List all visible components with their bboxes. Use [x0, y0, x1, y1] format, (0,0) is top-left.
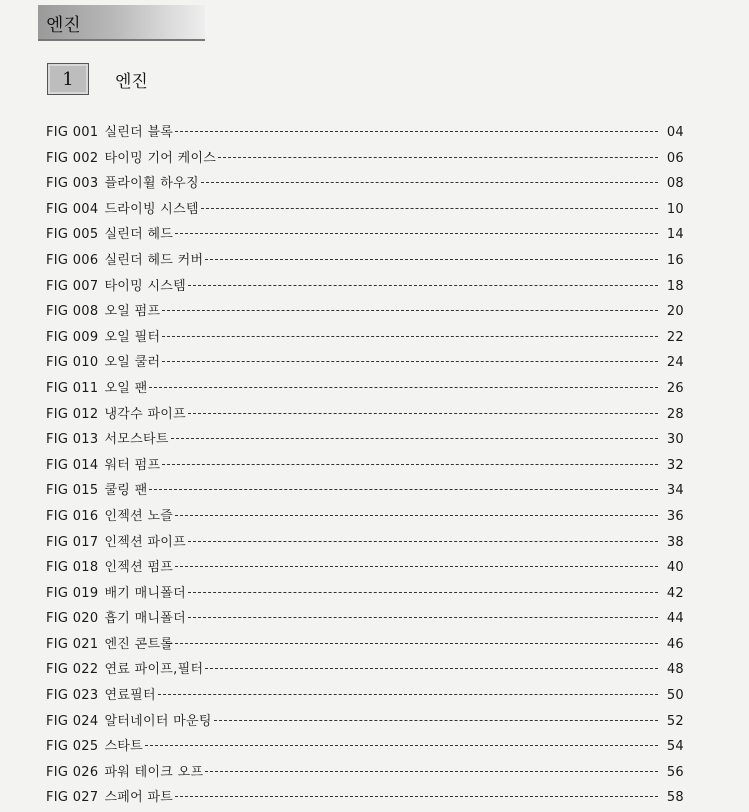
- page-number: 40: [666, 560, 684, 576]
- fig-code: FIG 007: [46, 278, 99, 294]
- dot-leader: [175, 796, 658, 797]
- page-number: 34: [666, 483, 684, 499]
- fig-code: FIG 024: [46, 713, 99, 729]
- fig-code: FIG 001: [46, 125, 99, 140]
- dot-leader: [205, 668, 658, 669]
- toc-entry[interactable]: [46, 684, 684, 710]
- fig-title: 오일 필터: [104, 329, 161, 345]
- page-number: 36: [666, 508, 684, 524]
- fig-code: FIG 012: [46, 406, 99, 422]
- fig-code: FIG 023: [46, 688, 99, 704]
- fig-code: FIG 019: [46, 585, 99, 601]
- toc-entry[interactable]: [46, 300, 684, 326]
- fig-title: 워터 펌프: [104, 457, 161, 473]
- fig-code: FIG 025: [46, 739, 99, 755]
- table-of-contents: [46, 121, 684, 812]
- dot-leader: [188, 285, 658, 286]
- fig-title: 엔진 콘트롤: [104, 636, 174, 652]
- toc-entry[interactable]: [46, 710, 684, 736]
- dot-leader: [171, 438, 658, 439]
- dot-leader: [162, 464, 658, 465]
- fig-code: FIG 017: [46, 534, 99, 550]
- fig-code: FIG 021: [46, 636, 99, 652]
- dot-leader: [149, 387, 658, 388]
- toc-entry[interactable]: [46, 633, 684, 659]
- dot-leader: [162, 361, 658, 362]
- fig-title: 스페어 파트: [104, 790, 174, 806]
- page-number: 32: [666, 457, 684, 473]
- page-number: 10: [666, 201, 684, 217]
- fig-title: 인젝션 펌프: [104, 560, 174, 576]
- dot-leader: [201, 182, 658, 183]
- fig-title: 쿨링 팬: [104, 483, 148, 499]
- fig-title: 오일 팬: [104, 380, 148, 396]
- dot-leader: [175, 131, 658, 132]
- page-number: 58: [666, 790, 684, 806]
- fig-title: 냉각수 파이프: [104, 406, 187, 422]
- dot-leader: [162, 336, 658, 337]
- page-number: 14: [666, 227, 684, 243]
- dot-leader: [214, 720, 658, 721]
- toc-entry[interactable]: [46, 249, 684, 275]
- toc-entry[interactable]: [46, 786, 684, 812]
- toc-entry[interactable]: [46, 377, 684, 403]
- fig-code: FIG 004: [46, 201, 99, 217]
- chapter-header: [38, 5, 205, 41]
- page-number: 04: [666, 125, 684, 140]
- fig-code: FIG 026: [46, 764, 99, 780]
- dot-leader: [175, 643, 658, 644]
- fig-code: FIG 027: [46, 790, 99, 806]
- toc-entry[interactable]: [46, 479, 684, 505]
- fig-code: FIG 015: [46, 483, 99, 499]
- dot-leader: [205, 259, 658, 260]
- fig-code: FIG 011: [46, 380, 99, 396]
- dot-leader: [145, 745, 658, 746]
- page-number: 08: [666, 176, 684, 192]
- page-number: 28: [666, 406, 684, 422]
- fig-title: 오일 펌프: [104, 304, 161, 320]
- toc-entry[interactable]: [46, 505, 684, 531]
- section-title: 엔진: [115, 71, 148, 92]
- fig-title: 타이밍 기어 케이스: [104, 150, 217, 166]
- toc-entry[interactable]: [46, 172, 684, 198]
- dot-leader: [162, 310, 658, 311]
- dot-leader: [188, 617, 658, 618]
- fig-code: FIG 018: [46, 560, 99, 576]
- fig-title: 실린더 블록: [104, 125, 174, 140]
- page-number: 30: [666, 432, 684, 448]
- toc-entry[interactable]: [46, 351, 684, 377]
- fig-title: 플라이휠 하우징: [104, 176, 199, 192]
- page-number: 52: [666, 713, 684, 729]
- fig-code: FIG 005: [46, 227, 99, 243]
- fig-title: 스타트: [104, 739, 144, 755]
- fig-title: 연료필터: [104, 688, 156, 704]
- fig-code: FIG 013: [46, 432, 99, 448]
- dot-leader: [205, 771, 658, 772]
- toc-entry[interactable]: [46, 531, 684, 557]
- toc-entry[interactable]: [46, 582, 684, 608]
- dot-leader: [149, 489, 658, 490]
- dot-leader: [201, 208, 658, 209]
- fig-title: 실린더 헤드 커버: [104, 252, 204, 268]
- fig-title: 파워 테이크 오프: [104, 764, 204, 780]
- toc-entry[interactable]: [46, 735, 684, 761]
- page-number: 48: [666, 662, 684, 678]
- page-number: 06: [666, 150, 684, 166]
- fig-title: 알터네이터 마운팅: [104, 713, 212, 729]
- page-number: 18: [666, 278, 684, 294]
- dot-leader: [158, 694, 658, 695]
- fig-title: 인젝션 노즐: [104, 508, 174, 524]
- page-number: 22: [666, 329, 684, 345]
- dot-leader: [188, 541, 658, 542]
- toc-entry[interactable]: [46, 275, 684, 301]
- fig-code: FIG 009: [46, 329, 99, 345]
- dot-leader: [188, 413, 658, 414]
- fig-title: 인젝션 파이프: [104, 534, 187, 550]
- toc-entry[interactable]: [46, 454, 684, 480]
- toc-entry[interactable]: [46, 198, 684, 224]
- page-number: 38: [666, 534, 684, 550]
- fig-code: FIG 010: [46, 355, 99, 371]
- fig-code: FIG 002: [46, 150, 99, 166]
- fig-title: 배기 매니폴더: [104, 585, 187, 601]
- dot-leader: [218, 157, 658, 158]
- fig-code: FIG 006: [46, 252, 99, 268]
- fig-code: FIG 003: [46, 176, 99, 192]
- section-number-box: 1: [47, 63, 89, 95]
- dot-leader: [175, 233, 658, 234]
- toc-entry[interactable]: [46, 761, 684, 787]
- fig-title: 드라이빙 시스템: [104, 201, 199, 217]
- fig-title: 오일 쿨러: [104, 355, 161, 371]
- fig-title: 연료 파이프,필터: [104, 662, 204, 678]
- fig-code: FIG 020: [46, 611, 99, 627]
- page-number: 24: [666, 355, 684, 371]
- page-number: 50: [666, 688, 684, 704]
- dot-leader: [188, 592, 658, 593]
- fig-code: FIG 022: [46, 662, 99, 678]
- page-number: 54: [666, 739, 684, 755]
- dot-leader: [175, 515, 658, 516]
- page-number: 26: [666, 380, 684, 396]
- fig-title: 타이밍 시스템: [104, 278, 187, 294]
- toc-entry[interactable]: [46, 147, 684, 173]
- chapter-title: 엔진: [46, 15, 81, 36]
- page-number: 46: [666, 636, 684, 652]
- toc-entry[interactable]: [46, 223, 684, 249]
- fig-title: 실린더 헤드: [104, 227, 174, 243]
- toc-entry[interactable]: [46, 326, 684, 352]
- fig-title: 흡기 매니폴더: [104, 611, 187, 627]
- toc-entry[interactable]: [46, 658, 684, 684]
- page-number: 56: [666, 764, 684, 780]
- toc-entry[interactable]: [46, 403, 684, 429]
- toc-entry[interactable]: [46, 556, 684, 582]
- toc-entry[interactable]: [46, 428, 684, 454]
- toc-entry[interactable]: [46, 121, 684, 147]
- fig-code: FIG 008: [46, 304, 99, 320]
- dot-leader: [175, 566, 658, 567]
- fig-title: 서모스타트: [104, 432, 169, 448]
- page-number: 44: [666, 611, 684, 627]
- fig-code: FIG 014: [46, 457, 99, 473]
- section-heading: [47, 63, 148, 95]
- page-number: 42: [666, 585, 684, 601]
- fig-code: FIG 016: [46, 508, 99, 524]
- page-number: 16: [666, 252, 684, 268]
- toc-entry[interactable]: [46, 607, 684, 633]
- page-number: 20: [666, 304, 684, 320]
